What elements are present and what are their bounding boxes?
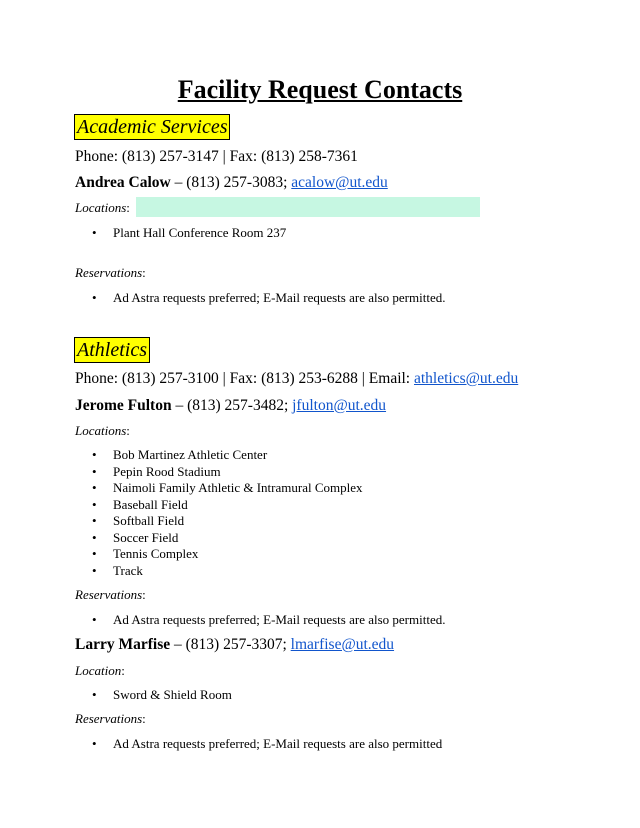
athletics-email-link[interactable]: athletics@ut.edu — [414, 370, 519, 387]
contact-phone: – (813) 257-3307; — [170, 636, 291, 653]
list-item: • Ad Astra requests preferred; E-Mail requests are also permitted — [75, 736, 442, 752]
section-heading-academic-services: Academic Services — [74, 114, 230, 140]
athletics-reservations-label: Reservations: — [75, 587, 146, 602]
academic-locations-label: Locations: — [75, 200, 130, 215]
list-item: • Sword & Shield Room — [75, 687, 232, 703]
contact-email-link[interactable]: lmarfise@ut.edu — [290, 636, 395, 653]
athletics-reservations2-label: Reservations: — [75, 711, 146, 726]
academic-phone-line: Phone: (813) 257-3147 | Fax: (813) 258-7361 — [75, 148, 358, 165]
contact-name: Andrea Calow — [75, 174, 171, 191]
contact-phone: – (813) 257-3083; — [170, 174, 292, 191]
list-item: • Bob Martinez Athletic Center — [75, 447, 267, 463]
academic-reservations-label: Reservations: — [75, 265, 146, 280]
contact-email-link[interactable]: acalow@ut.edu — [291, 174, 388, 191]
list-item: • Baseball Field — [75, 497, 188, 513]
athletics-location-label: Location: — [75, 663, 125, 678]
list-item: • Ad Astra requests preferred; E-Mail requests are also permitted. — [75, 612, 445, 628]
list-item: • Pepin Rood Stadium — [75, 464, 221, 480]
athletics-locations-label: Locations: — [75, 423, 130, 438]
athletics-contact1-line — [75, 396, 386, 416]
list-item: • Soccer Field — [75, 530, 178, 546]
athletics-contact2-line — [75, 635, 394, 655]
page-title: Facility Request Contacts — [177, 75, 463, 104]
athletics-phone-line: Phone: (813) 257-3100 | Fax: (813) 253-6288 | Email: athletics@ut.edu — [75, 370, 519, 387]
list-item: • Plant Hall Conference Room 237 — [75, 225, 286, 241]
contact-phone: – (813) 257-3482; — [171, 397, 293, 414]
list-item: • Track — [75, 563, 143, 579]
section-heading-athletics: Athletics — [74, 337, 150, 363]
list-item: • Naimoli Family Athletic & Intramural Complex — [75, 480, 363, 496]
highlight-bar — [136, 197, 480, 217]
contact-name: Jerome Fulton — [75, 397, 172, 414]
contact-name: Larry Marfise — [75, 636, 171, 653]
contact-email-link[interactable]: jfulton@ut.edu — [292, 397, 387, 414]
list-item: • Ad Astra requests preferred; E-Mail requests are also permitted. — [75, 290, 445, 306]
list-item: • Tennis Complex — [75, 546, 198, 562]
academic-contact-line — [75, 173, 388, 193]
list-item: • Softball Field — [75, 513, 184, 529]
